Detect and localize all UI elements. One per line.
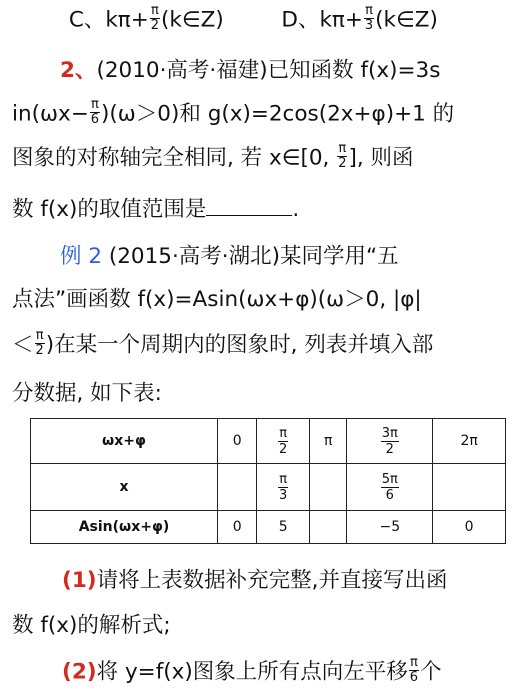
question-1-number: (1) (62, 568, 97, 593)
option-d-tail: (k∈Z) (375, 7, 438, 33)
pi-over-6-fraction: $\frac{\pi}{6}$ (90, 97, 100, 127)
question-2-line-1: (2)将 y=f(x)图象上所有点向左平移 $\frac{\pi}{6}$ 个 (62, 655, 442, 685)
example-2-line-4: 分数据, 如下表: (12, 381, 162, 406)
row-header-x: x (31, 464, 218, 511)
table-cell: $\frac{\pi}{3}$ (257, 464, 310, 511)
option-c-fraction: $\frac{\pi}{2}$ (150, 3, 160, 33)
table-row (31, 419, 506, 464)
option-c-label: C、kπ+ (68, 7, 149, 33)
problem-2-line-2: in(ωx− $\frac{\pi}{6}$ )(ω＞0)和 g(x)=2cos(2x+φ)+1 的 (12, 97, 455, 127)
option-d-label: D、kπ+ (281, 7, 363, 33)
option-c-tail: (k∈Z) (161, 7, 224, 33)
table-cell: −5 (347, 511, 433, 544)
problem-2-line-1 (0, 57, 528, 85)
option-d-fraction: $\frac{\pi}{3}$ (364, 3, 374, 33)
table-cell: 2π (433, 419, 506, 464)
table-cell (433, 464, 506, 511)
table-cell: 5 (257, 511, 310, 544)
table-cell: $\frac{5\pi}{6}$ (347, 464, 433, 511)
table-row (31, 464, 506, 511)
example-2-line-1: 例 2 (2015·高考·湖北)某同学用“五 (60, 244, 399, 269)
row-header-value: Asin(ωx+φ) (31, 511, 218, 544)
pi-over-6-fraction-2: $\frac{\pi}{6}$ (409, 655, 419, 685)
row-header-phase: ωx+φ (31, 419, 218, 464)
problem-2-number: 2、 (60, 58, 97, 83)
example-2-line-3: ＜ $\frac{\pi}{2}$ )在某一个周期内的图象时, 列表并填入部 (12, 328, 434, 358)
table-cell: $\frac{\pi}{2}$ (257, 419, 310, 464)
table-cell: 0 (433, 511, 506, 544)
five-point-table (30, 418, 506, 544)
table-cell: 0 (218, 419, 257, 464)
problem-2-line-3: 图象的对称轴完全相同, 若 x∈[0, $\frac{\pi}{2}$ ], 则函 (12, 141, 414, 171)
table-cell (310, 464, 347, 511)
pi-over-2-fraction-2: $\frac{\pi}{2}$ (35, 328, 44, 358)
options-line (0, 3, 528, 35)
answer-blank[interactable] (206, 195, 292, 216)
table-cell (310, 511, 347, 544)
table-cell: 0 (218, 511, 257, 544)
example-2-line-2: 点法”画函数 f(x)=Asin(ωx+φ)(ω＞0, |φ| (12, 287, 422, 312)
question-1-line-1: (1)请将上表数据补充完整,并直接写出函 (62, 568, 448, 593)
example-2-label: 例 2 (60, 244, 103, 269)
table-cell: π (310, 419, 347, 464)
table-row (31, 511, 506, 544)
pi-over-2-fraction: $\frac{\pi}{2}$ (338, 141, 347, 171)
problem-2-line-4: 数 f(x)的取值范围是 . (12, 197, 300, 222)
table-cell: $\frac{3\pi}{2}$ (347, 419, 433, 464)
question-1-line-2: 数 f(x)的解析式; (12, 613, 171, 638)
table-cell (218, 464, 257, 511)
problem-2-text: (2010·高考·福建)已知函数 f(x)=3s (96, 58, 441, 83)
question-2-number: (2) (62, 659, 97, 685)
